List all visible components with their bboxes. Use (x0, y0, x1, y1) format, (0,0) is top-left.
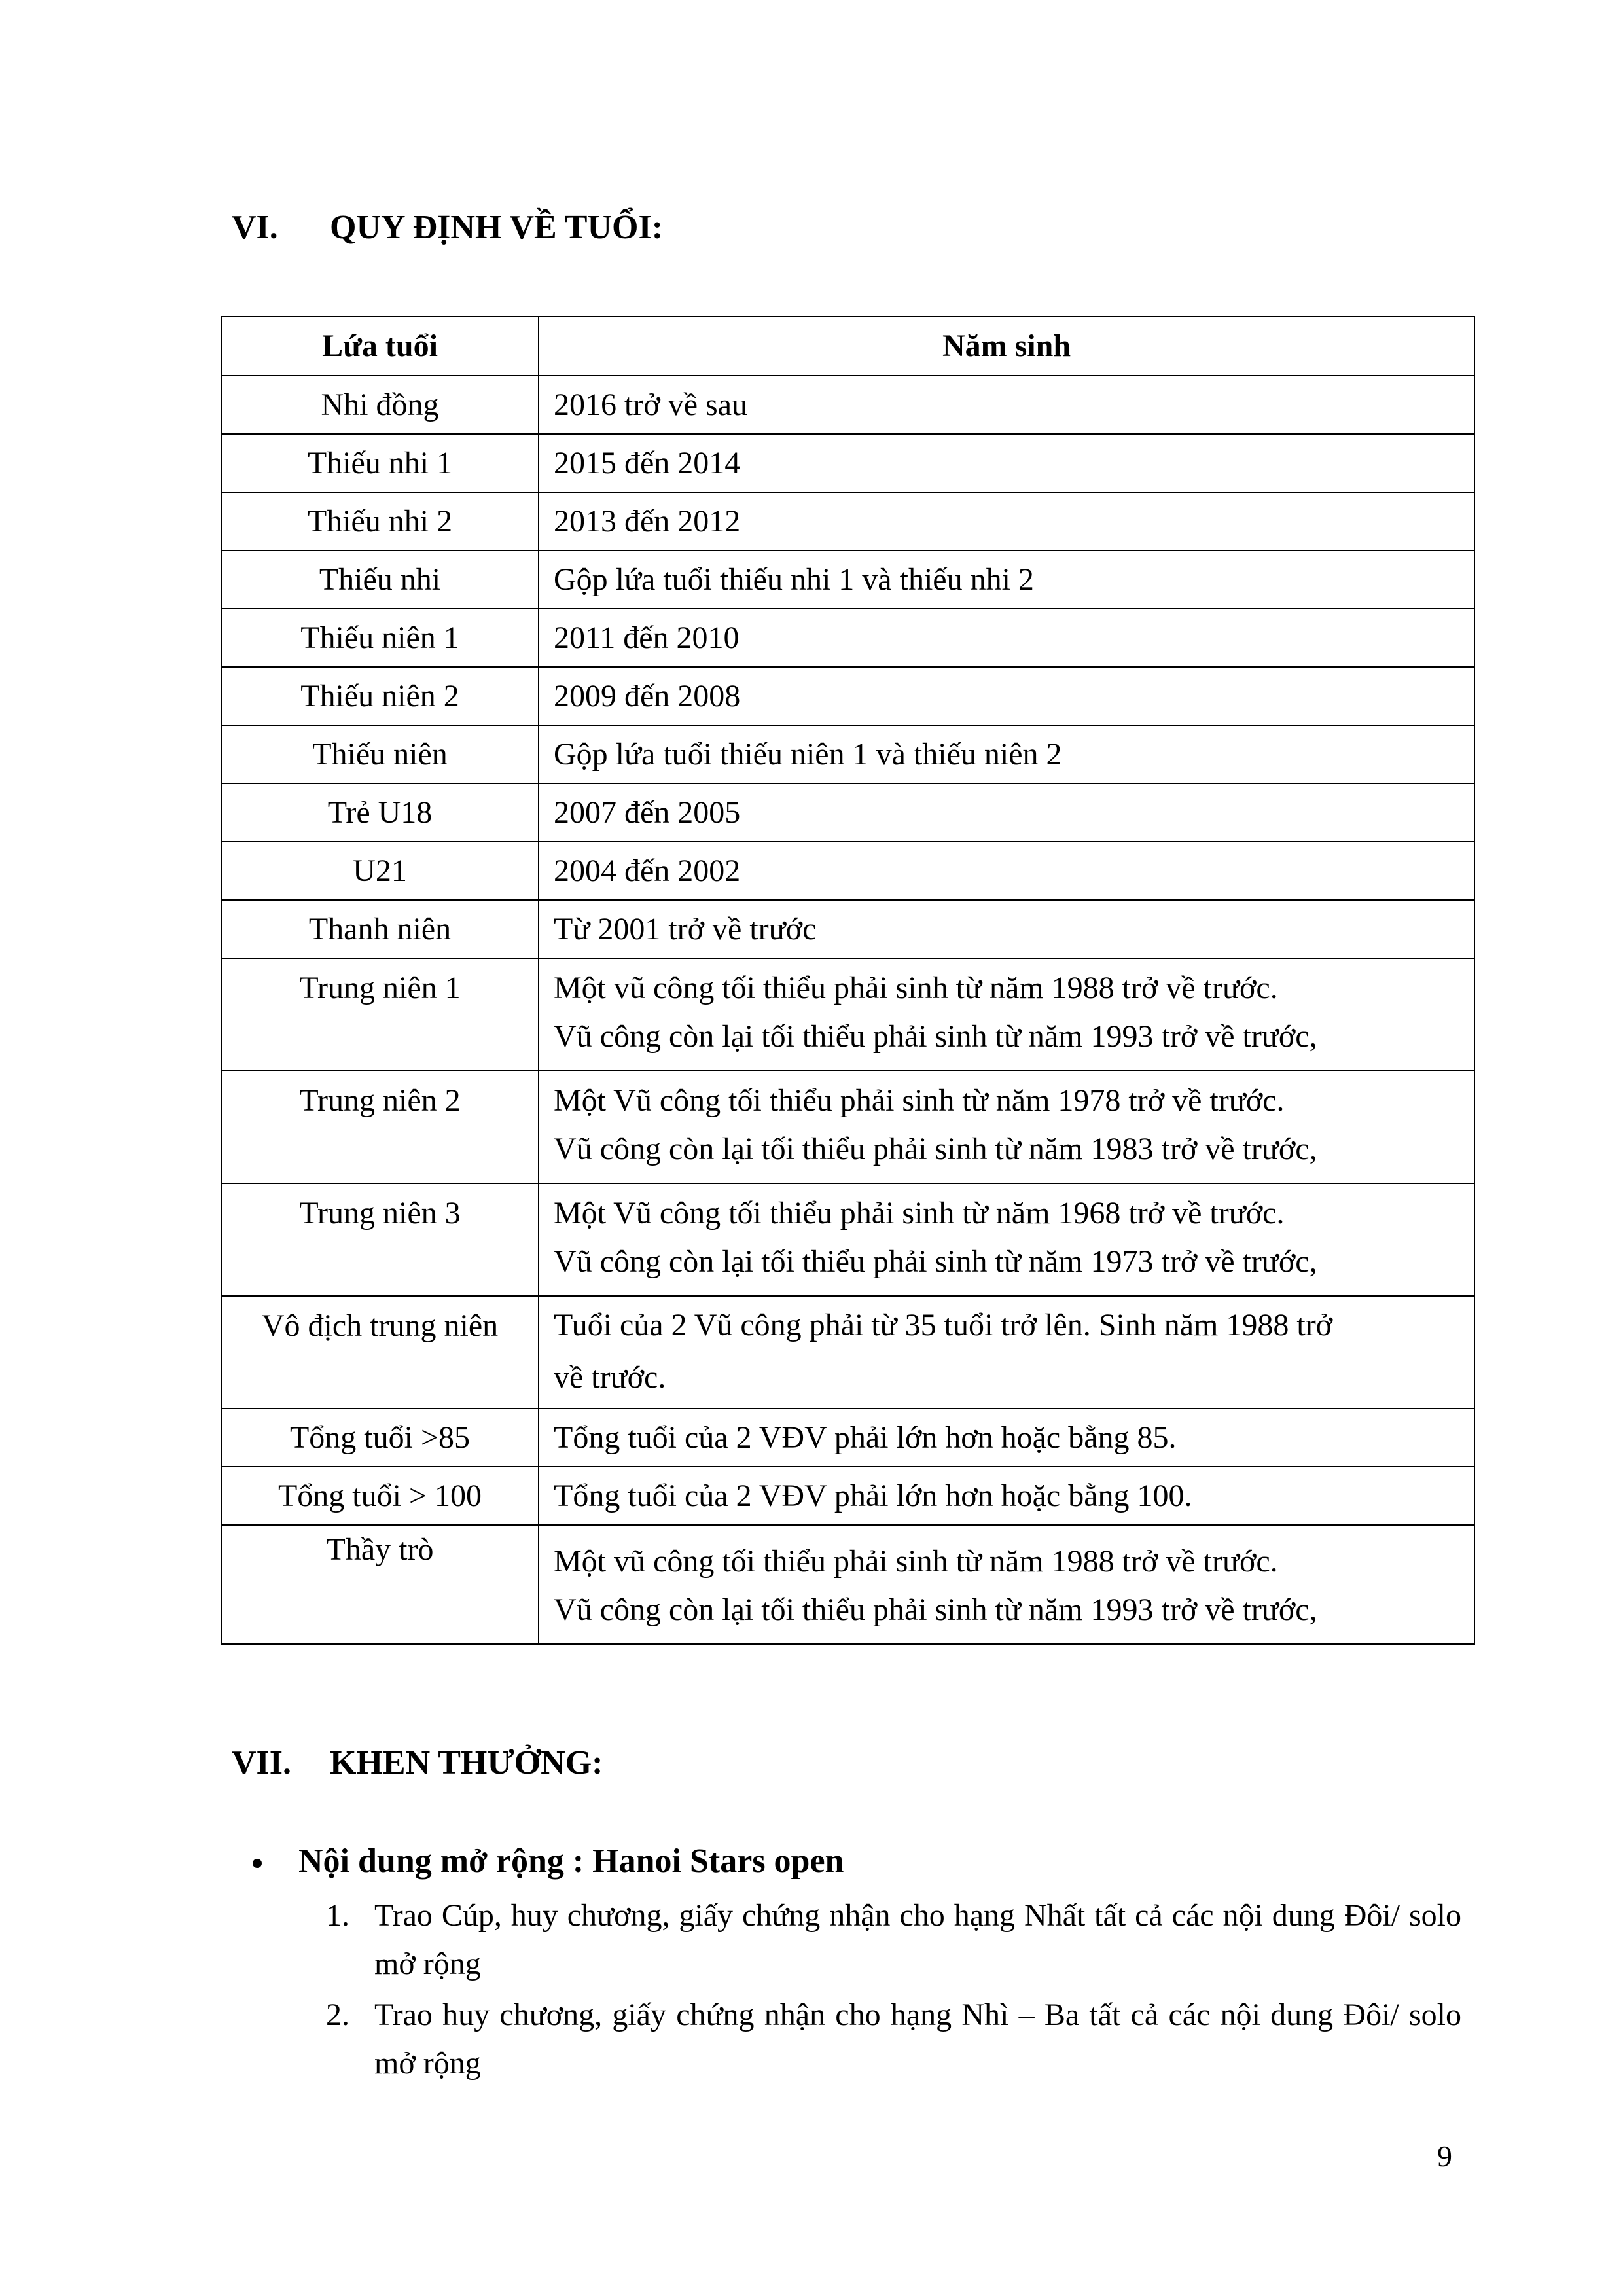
table-row (221, 1525, 1474, 1644)
section-heading-age-rules (232, 208, 663, 247)
bullet-dot-icon (253, 1859, 262, 1868)
age-group-cell: Thiếu nhi 1 (221, 434, 539, 492)
bullet-text: Nội dung mở rộng : Hanoi Stars open (298, 1842, 844, 1880)
cell-line: Từ 2001 trở về trước (554, 911, 817, 946)
cell-line: Gộp lứa tuổi thiếu niên 1 và thiếu niên 2 (554, 736, 1062, 772)
cell-line: Tổng tuổi của 2 VĐV phải lớn hơn hoặc bằng 100. (554, 1478, 1192, 1513)
birth-year-cell (539, 1071, 1474, 1183)
table-row (221, 842, 1474, 900)
list-item-text: Trao huy chương, giấy chứng nhận cho hạng Nhì – Ba tất cả các nội dung Đôi/ solo mở rộng (374, 1998, 1461, 2081)
table-row (221, 1467, 1474, 1525)
age-group-cell: Trung niên 1 (221, 958, 539, 1071)
cell-line: Một vũ công tối thiểu phải sinh từ năm 1988 trở về trước. (554, 971, 1278, 1005)
birth-year-cell (539, 609, 1474, 667)
awards-list (326, 1892, 1461, 2090)
age-table-body (221, 376, 1474, 1644)
age-group-cell: Thiếu nhi (221, 550, 539, 609)
birth-year-cell (539, 725, 1474, 783)
column-header-birth-year: Năm sinh (539, 317, 1474, 376)
birth-year-cell (539, 958, 1474, 1071)
birth-year-cell (539, 1296, 1474, 1408)
birth-year-cell (539, 1408, 1474, 1467)
list-item-number: 2. (326, 1998, 349, 2032)
birth-year-cell (539, 1525, 1474, 1644)
table-row (221, 376, 1474, 434)
birth-year-cell (539, 667, 1474, 725)
cell-line: 2007 đến 2005 (554, 795, 741, 830)
section-title: QUY ĐỊNH VỀ TUỔI: (330, 209, 664, 246)
page-number: 9 (1437, 2140, 1452, 2173)
age-group-cell: Thanh niên (221, 900, 539, 958)
table-row (221, 783, 1474, 842)
birth-year-cell (539, 376, 1474, 434)
birth-year-cell (539, 1467, 1474, 1525)
table-row (221, 609, 1474, 667)
age-group-cell: Nhi đồng (221, 376, 539, 434)
list-item (326, 1991, 1461, 2088)
cell-line: Tuổi của 2 Vũ công phải từ 35 tuổi trở lên. Sinh năm 1988 trở (554, 1308, 1333, 1342)
birth-year-cell (539, 783, 1474, 842)
age-group-cell: Trẻ U18 (221, 783, 539, 842)
list-item (326, 1892, 1461, 1988)
birth-year-cell (539, 1183, 1474, 1296)
age-group-cell: Tổng tuổi >85 (221, 1408, 539, 1467)
section-number: VI. (232, 209, 278, 246)
table-row (221, 1408, 1474, 1467)
cell-line: Vũ công còn lại tối thiểu phải sinh từ năm 1983 trở về trước, (554, 1132, 1317, 1166)
cell-line: 2015 đến 2014 (554, 445, 741, 480)
table-row (221, 492, 1474, 550)
cell-line: về trước. (554, 1360, 666, 1395)
table-row (221, 900, 1474, 958)
cell-line: Một vũ công tối thiểu phải sinh từ năm 1988 trở về trước. (554, 1544, 1278, 1579)
section-number: VII. (232, 1744, 292, 1782)
cell-line: 2013 đến 2012 (554, 503, 741, 539)
table-row (221, 1296, 1474, 1408)
cell-line: Gộp lứa tuổi thiếu nhi 1 và thiếu nhi 2 (554, 562, 1034, 597)
age-group-cell: Tổng tuổi > 100 (221, 1467, 539, 1525)
table-row (221, 1183, 1474, 1296)
cell-line: Một Vũ công tối thiểu phải sinh từ năm 1978 trở về trước. (554, 1083, 1285, 1118)
age-group-cell: Thiếu nhi 2 (221, 492, 539, 550)
section-title: KHEN THƯỞNG: (330, 1744, 603, 1782)
section-heading-awards (232, 1744, 603, 1782)
age-group-cell: Thiếu niên 1 (221, 609, 539, 667)
age-group-cell: Thiếu niên (221, 725, 539, 783)
table-header-row (221, 317, 1474, 376)
age-group-cell: Trung niên 2 (221, 1071, 539, 1183)
table-row (221, 434, 1474, 492)
birth-year-cell (539, 550, 1474, 609)
cell-line: 2004 đến 2002 (554, 853, 741, 888)
age-table (221, 316, 1475, 1645)
cell-line: 2016 trở về sau (554, 387, 747, 422)
cell-line: 2009 đến 2008 (554, 678, 741, 713)
age-group-cell: Trung niên 3 (221, 1183, 539, 1296)
cell-line: Vũ công còn lại tối thiểu phải sinh từ năm 1973 trở về trước, (554, 1244, 1317, 1279)
list-item-text: Trao Cúp, huy chương, giấy chứng nhận cho hạng Nhất tất cả các nội dung Đôi/ solo mở rộng (374, 1898, 1461, 1981)
table-row (221, 667, 1474, 725)
column-header-age-group: Lứa tuổi (221, 317, 539, 376)
cell-line: Một Vũ công tối thiểu phải sinh từ năm 1968 trở về trước. (554, 1196, 1285, 1230)
table-row (221, 1071, 1474, 1183)
table-row (221, 958, 1474, 1071)
table-row (221, 550, 1474, 609)
cell-line: Vũ công còn lại tối thiểu phải sinh từ năm 1993 trở về trước, (554, 1592, 1317, 1627)
birth-year-cell (539, 492, 1474, 550)
birth-year-cell (539, 900, 1474, 958)
cell-line: Tổng tuổi của 2 VĐV phải lớn hơn hoặc bằng 85. (554, 1420, 1177, 1455)
birth-year-cell (539, 842, 1474, 900)
cell-line: Vũ công còn lại tối thiểu phải sinh từ năm 1993 trở về trước, (554, 1019, 1317, 1054)
cell-line: 2011 đến 2010 (554, 620, 740, 655)
birth-year-cell (539, 434, 1474, 492)
list-item-number: 1. (326, 1898, 349, 1933)
table-row (221, 725, 1474, 783)
age-group-cell: Thầy trò (221, 1525, 539, 1644)
age-group-cell: U21 (221, 842, 539, 900)
age-group-cell: Thiếu niên 2 (221, 667, 539, 725)
age-group-cell: Vô địch trung niên (221, 1296, 539, 1408)
